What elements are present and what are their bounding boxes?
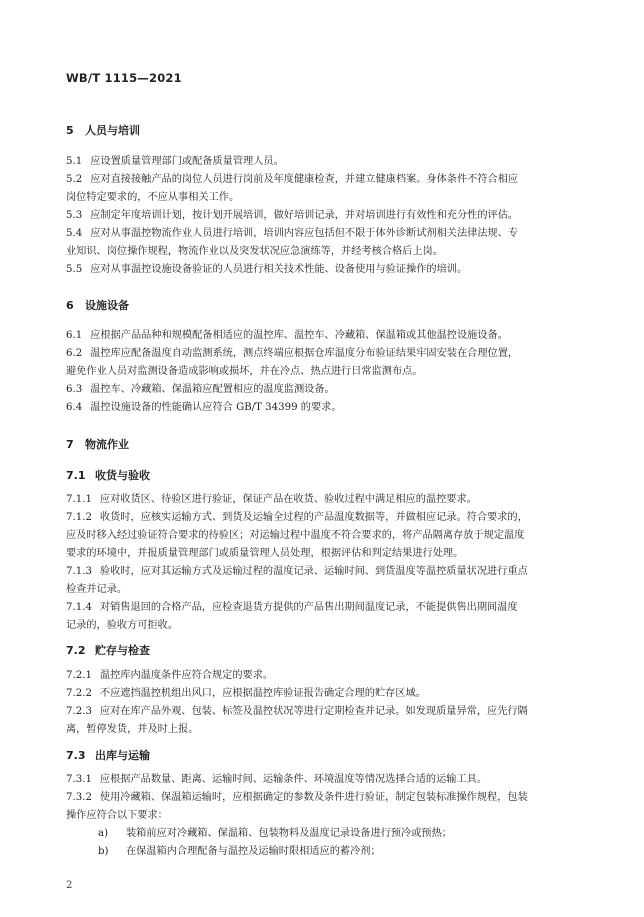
clause-6-4: 6.4 温控设施设备的性能确认应符合 GB/T 34399 的要求。 <box>66 402 342 413</box>
list-item-b: b) 在保温箱内合理配备与温控及运输时限相适应的蓄冷剂； <box>98 846 381 857</box>
clause-7-2-1: 7.2.1 温控库内温度条件应符合规定的要求。 <box>66 670 274 681</box>
clause-5-5: 5.5 应对从事温控设施设备验证的人员进行相关技术性能、设备使用与验证操作的培训。 <box>66 264 468 275</box>
section-heading-7: 7 物流作业 <box>66 438 129 451</box>
document-header: WB/T 1115—2021 <box>66 71 182 85</box>
clause-6-1: 6.1 应根据产品品种和规模配备相适应的温控库、温控车、冷藏箱、保温箱或其他温控设施设备。 <box>66 330 508 341</box>
clause-7-1-3: 7.1.3 验收时，应对其运输方式及运输过程的温度记录、运输时间、到货温度等温控质量状况进行重点 检查并记录。 <box>66 566 528 595</box>
clause-7-2-3: 7.2.3 应对在库产品外观、包装、标签及温控状况等进行定期检查并记录。如发现质量异常，应先行隔 离，暂停发货，并及时上报。 <box>66 706 528 735</box>
clause-7-3-2: 7.3.2 使用冷藏箱、保温箱运输时，应根据确定的参数及条件进行验证，制定包装标准操作规程，包装 操作应符合以下要求： <box>66 792 528 821</box>
clause-6-2: 6.2 温控库应配备温度自动监测系统，测点终端应根据仓库温度分布验证结果牢固安装在合理位置， 避免作业人员对监测设备造成影响或损坏，并在冷点、热点进行日常监测布点。 <box>66 348 519 377</box>
clause-6-3: 6.3 温控车、冷藏箱、保温箱应配置相应的温度监测设备。 <box>66 384 335 395</box>
section-heading-5: 5 人员与培训 <box>66 124 140 137</box>
section-heading-6: 6 设施设备 <box>66 299 129 312</box>
page-number: 2 <box>66 880 73 891</box>
subsection-heading-7-3: 7.3 出库与运输 <box>66 749 150 762</box>
clause-7-3-1: 7.3.1 应根据产品数量、距离、运输时间、运输条件、环境温度等情况选择合适的运输工具。 <box>66 774 488 785</box>
clause-5-4: 5.4 应对从事温控物流作业人员进行培训，培训内容应包括但不限于体外诊断试剂相关法律法规、专 业知识、岗位操作规程，物流作业以及突发状况应急演练等，并经考核合格后上岗。 <box>66 228 519 257</box>
list-item-a: a) 装箱前应对冷藏箱、保温箱、包装物料及温度记录设备进行预冷或预热； <box>98 828 452 839</box>
subsection-heading-7-1: 7.1 收货与验收 <box>66 469 150 482</box>
subsection-heading-7-2: 7.2 贮存与检查 <box>66 644 150 657</box>
clause-5-2: 5.2 应对直接接触产品的岗位人员进行岗前及年度健康检查，并建立健康档案。身体条件不符合相应 岗位特定要求的，不应从事相关工作。 <box>66 174 519 203</box>
clause-7-1-4: 7.1.4 对销售退回的合格产品，应检查退货方提供的产品售出期间温度记录，不能提供售出期间温度 记录的，验收方可拒收。 <box>66 602 518 631</box>
clause-7-2-2: 7.2.2 不应遮挡温控机组出风口，应根据温控库验证报告确定合理的贮存区域。 <box>66 688 426 699</box>
clause-7-1-1: 7.1.1 应对收货区、待验区进行验证，保证产品在收货、验收过程中满足相应的温控要求。 <box>66 494 477 505</box>
clause-7-1-2: 7.1.2 收货时，应核实运输方式、到货及运输全过程的产品温度数据等，并做相应记录。符合要求的， 应及时移入经过验证符合要求的待验区；对运输过程中温度不符合要求的，将产品隔离存放于规定温度 要求的环境中，并报质量管理部门或质量管理人员处理，根据评估和判定结果进行处理。 <box>66 512 528 559</box>
clause-5-1: 5.1 应设置质量管理部门或配备质量管理人员。 <box>66 156 284 167</box>
clause-5-3: 5.3 应制定年度培训计划，按计划开展培训，做好培训记录，并对培训进行有效性和充分性的评估。 <box>66 210 519 221</box>
